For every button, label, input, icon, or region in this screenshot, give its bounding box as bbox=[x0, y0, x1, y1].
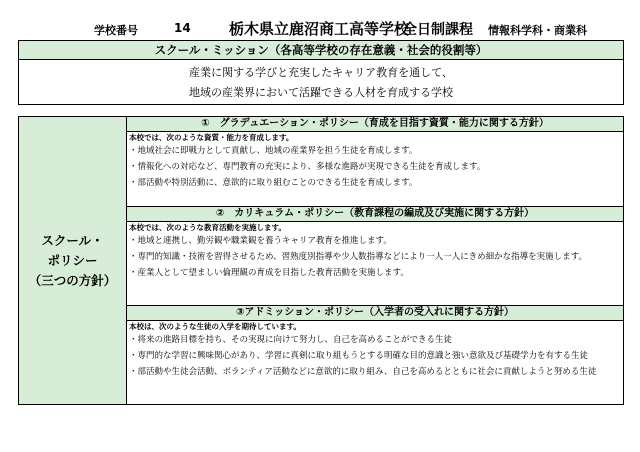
school-number-label: 学校番号 bbox=[94, 24, 138, 37]
curriculum-policy-section bbox=[127, 207, 623, 306]
school-number: 14 bbox=[174, 21, 191, 35]
list-item: ・地域と連携し、勤労観や職業観を養うキャリア教育を推進します。 bbox=[129, 236, 392, 246]
policy-sections bbox=[127, 117, 623, 404]
section-title: ③アドミッション・ポリシー（入学者の受入れに関する方針） bbox=[127, 306, 623, 321]
list-item: ・専門的知識・技術を習得させるため、習熟度別指導や少人数指導などにより一人一人にきめ細かな指導を実施します。 bbox=[129, 252, 587, 262]
section-items bbox=[127, 332, 623, 380]
list-item: ・産業人として望ましい倫理観の育成を目指した教育活動を実施します。 bbox=[129, 268, 409, 278]
policy-label-line: （三つの方針） bbox=[28, 272, 117, 288]
section-items bbox=[127, 233, 623, 281]
school-name: 栃木県立鹿沼商工高等学校 bbox=[229, 20, 410, 38]
list-item: ・情報化への対応など、専門教育の充実により、多様な進路が実現できる生徒を育成します。 bbox=[129, 162, 486, 172]
school-mission-box bbox=[18, 40, 624, 105]
list-item: ・部活動や生徒会活動、ボランティア活動などに意欲的に取り組み、自己を高めるとともに社会に貢献しようと努める生徒 bbox=[129, 367, 597, 377]
list-item: ・専門的な学習に興味関心があり、学習に真剣に取り組もうとする明確な目的意識と強い意欲及び基礎学力を有する生徒 bbox=[129, 351, 589, 361]
graduation-policy-section bbox=[127, 117, 623, 207]
mission-line: 産業に関する学びと充実したキャリア教育を通して、 bbox=[189, 66, 453, 79]
course-name: 全日制課程 bbox=[403, 22, 473, 38]
section-title: ① グラデュエーション・ポリシー（育成を目指す資質・能力に関する方針） bbox=[127, 117, 623, 132]
school-mission-body bbox=[19, 60, 623, 103]
list-item: ・地域社会に即戦力として貢献し、地域の産業界を担う生徒を育成します。 bbox=[129, 146, 418, 156]
policy-label-line: ポリシー bbox=[47, 252, 98, 268]
section-intro: 本校は、次のような生徒の入学を期待しています。 bbox=[129, 322, 301, 331]
list-item: ・将来の進路目標を持ち、その実現に向けて努力し、自己を高めることができる生徒 bbox=[129, 335, 453, 345]
section-title: ② カリキュラム・ポリシー（教育課程の編成及び実施に関する方針） bbox=[127, 207, 623, 222]
section-intro: 本校では、次のような教育活動を実施します。 bbox=[129, 223, 286, 232]
document-header bbox=[0, 18, 640, 40]
school-mission-title: スクール・ミッション（各高等学校の存在意義・社会的役割等） bbox=[19, 41, 623, 60]
department-names: 情報科学科・商業科 bbox=[488, 24, 587, 37]
school-policy-table bbox=[18, 116, 624, 405]
admission-policy-section bbox=[127, 306, 623, 404]
school-policy-label bbox=[19, 117, 127, 404]
section-items bbox=[127, 143, 623, 191]
list-item: ・部活動や特別活動に、意欲的に取り組むことのできる生徒を育成します。 bbox=[129, 178, 418, 188]
mission-line: 地域の産業界において活躍できる人材を育成する学校 bbox=[189, 86, 453, 99]
section-intro: 本校では、次のような資質・能力を育成します。 bbox=[129, 133, 294, 142]
policy-label-line: スクール・ bbox=[41, 232, 104, 248]
